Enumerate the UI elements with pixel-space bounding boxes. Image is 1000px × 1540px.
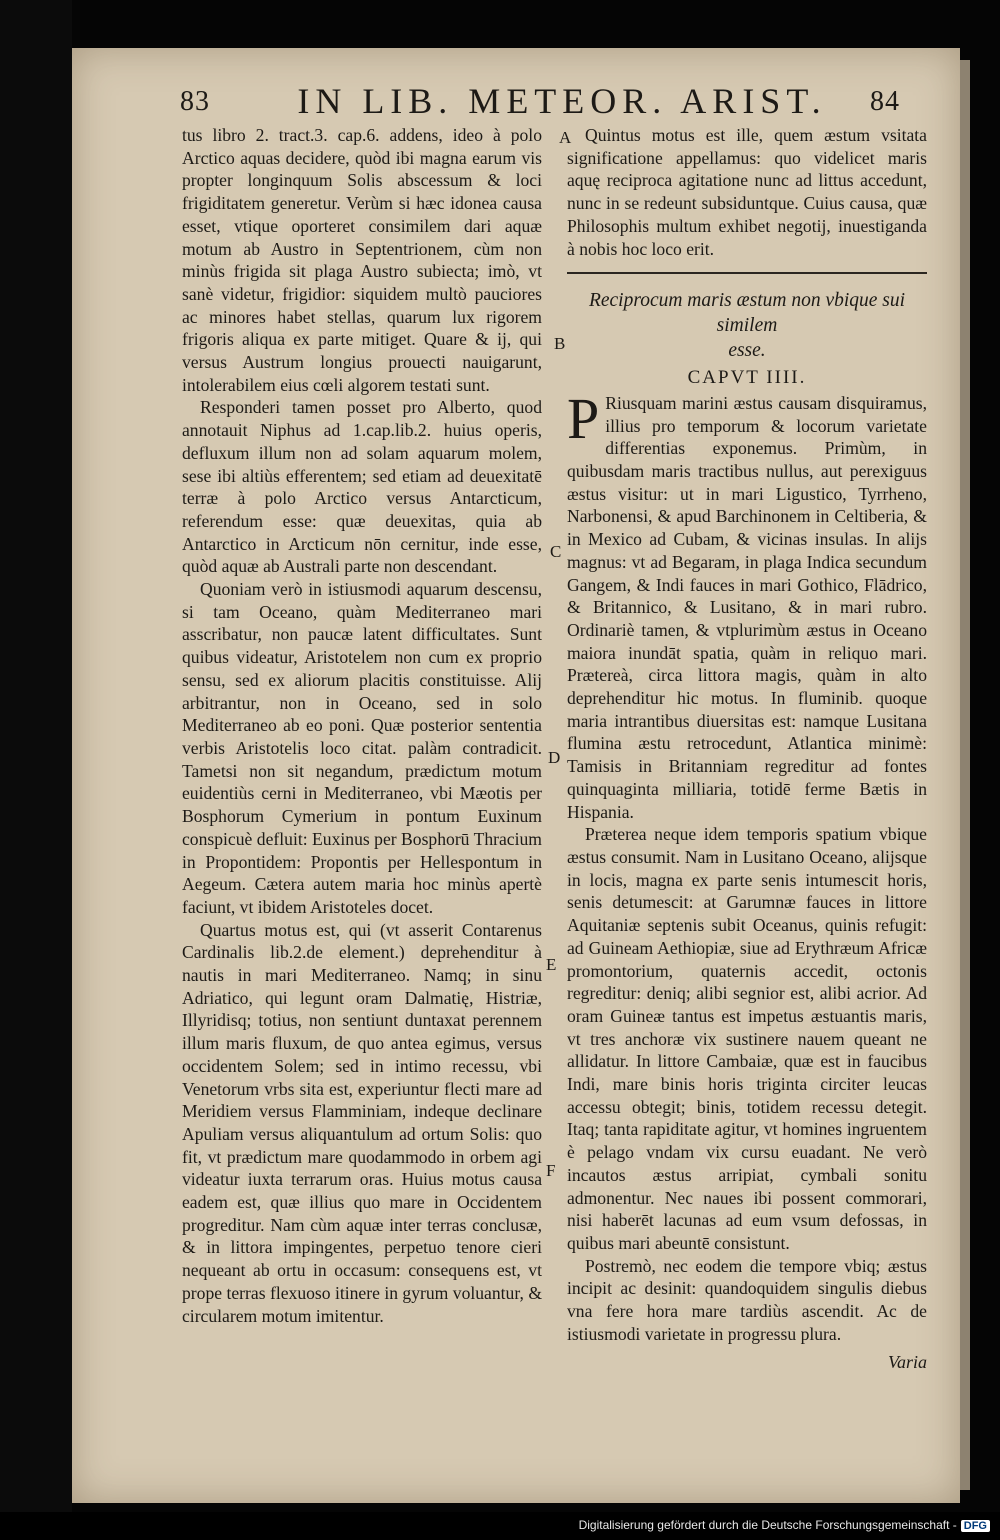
folio-right: 84 — [870, 86, 900, 117]
book-page — [72, 48, 960, 1503]
right-column — [567, 124, 927, 1374]
left-paragraph: Quoniam verò in istiusmodi aquarum descensu, si tam Oceano, quàm Mediterraneo mari asscribatur, non paucæ latent difficultates. Sunt quibus videatur, Aristotelem non cum ex proprio sensu, sed ex aliorum placitis constituisse. Alij arbitrantur, non in Oceano, sed in solo Mediterraneo ab eo poni. Quæ posterior sententia verbis Aristotelis loco citat. palàm contradicit. Tametsi non sit negandum, prædictum motum euidentiùs cerni in Mediterraneo, vbi Mæotis per Bosphorum Cymerium in pontum Euxinum conspicuè defluit: Euxinus per Bosphorū Thracium in Propontidem: Propontis per Hellespontum in Aegeum. Cætera autem maria hoc minùs apertè faciunt, vt ibidem Aristoteles docet. — [182, 579, 542, 917]
margin-letter-e: E — [546, 955, 557, 974]
section-title: Reciprocum maris æstum non vbique sui similem — [588, 290, 906, 337]
drop-capital: P — [567, 385, 600, 451]
margin-letter-f: F — [546, 1161, 556, 1180]
running-header — [72, 81, 960, 126]
scan-border — [0, 0, 72, 1512]
margin-letter-a: A — [559, 128, 572, 147]
dfg-logo: DFG — [961, 1520, 990, 1532]
left-paragraph: tus libro 2. tract.3. cap.6. addens, ideo à polo Arctico aquas decidere, quòd ibi magna earum vis propter longinquum Solis abscessum & loci frigiditatem generetur. Verùm si hæc idonea causa esset, vtique oporteret consimilem dari aquæ motum ab Austro in Septentrionem, cùm non minùs frigida sit plaga Austro subiecta; imò, vt sanè videtur, frigidior: siquidem multò pauciores ac minores habet stellas, quarum lux rigorem frigoris aliqua ex parte mitiget. Quare & ij, qui versus Austrum longius prouecti nauigarunt, intolerabilem eius cœli algorem testati sunt. — [182, 125, 542, 395]
right-paragraph: Postremò, nec eodem die tempore vbiq; æstus incipit ac desinit: quandoquidem singulis diebus vna fere hora mare tardiùs ascendit. Ac de istiusmodi varietate in progressu plura. — [567, 1255, 927, 1344]
margin-letter-c: C — [550, 542, 562, 561]
footer-credit — [579, 1518, 990, 1532]
right-paragraph: Præterea neque idem temporis spatium vbique æstus consumit. Nam in Lusitano Oceano, alijsque in locis, magna ex parte senis intumescit horis, senis detumescit: at Garumnæ fauces in littore Aquitaniæ septenis subit Oceanus, quinis refugit: ad Guineam Aethiopiæ, siue ad Erythræum Africæ promontorium, quaternis accedit, octonis regreditur: deniq; alibi segnior est, alibi acrior. Ad oram Guineæ tantus est impetus æstuantis maris, vt tres anchoræ vix sustinere nauem queant ne allidatur. In littore Cambaiæ, quæ est in faucibus Indi, mare binis horis triginta circiter leucas accessu obtegit; binis, totidem recessu detegit. Itaq; tanta rapiditate agitur, vt homines ingruentem è pelago vndam vix cursu euadant. Ne verò incautos æstus arripiat, cymbali sonitu admonentur. Nec naues ibi possent commorari, nisi haberēt lacunas ad eum vsum defossas, in quibus mari abeuntē consistunt. — [567, 824, 927, 1253]
footer-bar — [0, 1512, 1000, 1540]
folio-left: 83 — [180, 86, 210, 117]
right-paragraph-text: Riusquam marini æstus causam disquiramus, illius pro temporum & locorum varietate differentias exponemus. Primùm, in quibusdam maris tractibus nullus, aut perexiguus æstus visitur: ut in mari Ligustico, Tyrrheno, Narbonensi, & apud Barchinonem in Celtiberia, & in Mexico ad Cubam, & vicinas insulas. In alijs magnus: vt ad Begaram, in plaga Indica secundum Gangem, & Indi fauces in mari Gothico, Flādrico, & Britannico, & Lusitano, & in mari rubro. Ordinariè tamen, & vtplurimùm æstus in Oceano maiora inundāt spatia, quàm in reliquo mari. Prætereà, circa littora magis, quàm in alto deprehenditur hic motus. In fluminib. quoque maria intrantibus diuersitas est: namque Lusitana flumina æstu retrocedunt, Atlantica minimè: Tamisis in Britanniam regreditur ad fontes quinquaginta milliaria, totidē ferme Bætis in Hispania. — [567, 392, 927, 822]
intro-paragraph: Quintus motus est ille, quem æstum vsitata significatione appellamus: quo videlicet maris aquę reciproca agitatione nunc ad littus accedunt, nunc in se redeunt subsiduntque. Cuius causa, quæ Philosophis multum exhibet negotij, inuestiganda à nobis hoc loco erit. — [567, 125, 927, 259]
left-paragraph: Responderi tamen posset pro Alberto, quod annotauit Niphus ad 1.cap.lib.2. huius operis, defluxum illum non ad solam aquarum molem, sese ibi altiùs efferentem; sed etiam ad deuexitatē terræ à polo Arctico versus Antarcticum, referendum esse: quæ deuexitas, quia ab Antarctico in Arcticum nōn cernitur, inde esse, quòd aquæ ab Australi parte non descendant. — [182, 397, 542, 577]
margin-letter-d: D — [548, 748, 561, 767]
left-paragraph: Quartus motus est, qui (vt asserit Contarenus Cardinalis lib.2.de element.) deprehenditur à nautis in mari Mediterraneo. Namq; in sinu Adriatico, qui legunt oram Dalmatię, Histriæ, Illyridisq; totius, non sentiunt duntaxat perennem illum maris fluxum, de quo antea egimus, versus occidentem Solem; sed in intimo recessu, vbi Venetorum vrbs sita est, experiuntur flecti mare ad Meridiem versus Flamminiam, indeque declinare Apuliam versus aliquantulum ad ortum Solis: quo fit, vt prædictum mare quodammodo in orbem agi videatur iuxta terrarum oras. Huius motus causa eadem est, quæ illius quo mare in Occidentem progreditur. Nam cùm aquæ inter terras conclusæ, & in littora impingentes, perpetuo tenore cieri nequeant ab ortu in occasum: consequens est, vt prope terras flexuoso itinere in gyrum voluantur, & circularem motum imitentur. — [182, 919, 542, 1326]
right-paragraph — [567, 385, 927, 823]
section-title-end: esse. — [728, 340, 766, 362]
chapter-heading: CAPVT IIII. — [687, 367, 807, 389]
section-rule — [567, 272, 927, 274]
margin-letter-b: B — [554, 334, 566, 353]
footer-credit-text: Digitalisierung gefördert durch die Deutsche Forschungsgemeinschaft - — [578, 1518, 957, 1532]
running-title: IN LIB. METEOR. ARIST. — [297, 81, 827, 121]
catchword: Varia — [887, 1352, 927, 1373]
left-column — [182, 124, 542, 1327]
